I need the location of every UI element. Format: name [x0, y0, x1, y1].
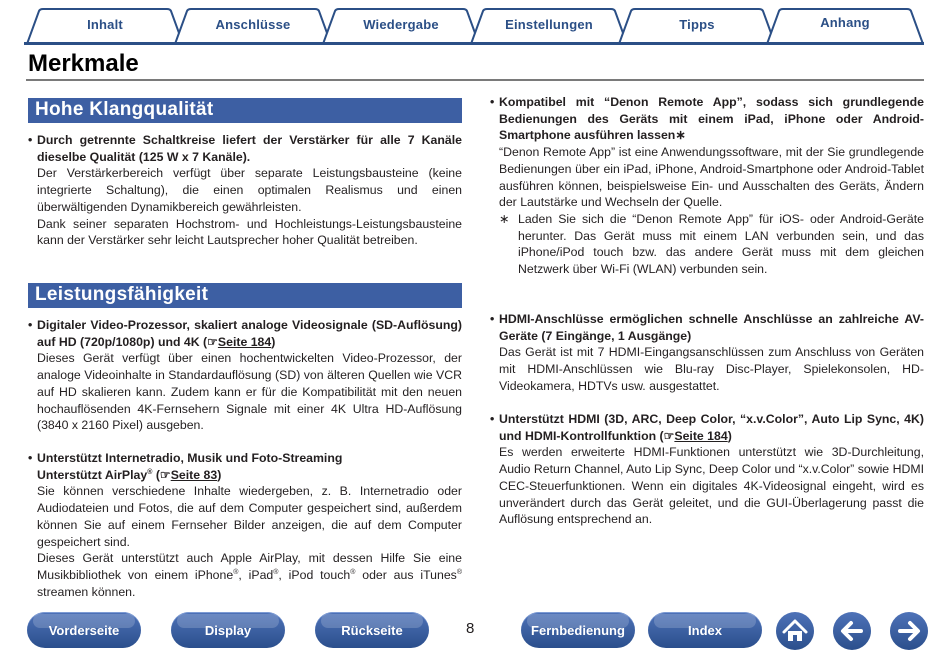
feature-body: [490, 444, 924, 528]
tab-label: Inhalt: [87, 17, 123, 32]
feature-heading: [28, 450, 462, 483]
feature-heading-text: Durch getrennte Schaltkreise liefert der Verstärker für alle 7 Kanäle dieselbe Qualität (125 W x 7 Kanäle).: [37, 133, 462, 164]
button-label: Rückseite: [341, 623, 403, 638]
tab-label: Wiedergabe: [363, 17, 439, 32]
feature-item: [28, 450, 462, 600]
bullet: •: [490, 412, 495, 426]
feature-item: [28, 317, 462, 434]
rear-panel-button[interactable]: [315, 612, 429, 648]
tab-underline: [24, 42, 924, 45]
asterisk: ∗: [499, 211, 510, 226]
top-tab-bar: [26, 8, 924, 44]
button-label: Vorderseite: [48, 623, 120, 638]
paragraph: [37, 550, 462, 600]
arrow-right-icon: [890, 612, 928, 650]
pointing-hand-icon: ☞: [207, 334, 218, 349]
feature-body: [28, 483, 462, 600]
button-label: Display: [204, 623, 252, 638]
paragraph: Der Verstärkerbereich verfügt über separate Leistungsbausteine (keine integrierte Schaltung), die einen optimalen Realismus und einen überwältigenden Dynamikbereich gewährleisten.: [37, 166, 462, 214]
display-button[interactable]: [171, 612, 285, 648]
registered-mark: ®: [350, 568, 356, 576]
page-number: 8: [466, 620, 475, 637]
page-title: Merkmale: [28, 50, 139, 77]
pointing-hand-icon: ☞: [159, 467, 171, 482]
paragraph: Dank seiner separaten Hochstrom- und Hochleistungs-Leistungsbausteine kann der Verstärker sehr leicht Lautsprecher hoher Qualität betreiben.: [37, 216, 462, 248]
bullet: •: [490, 312, 495, 326]
asterisk: ∗: [675, 128, 686, 143]
feature-heading: [490, 94, 924, 144]
page-link[interactable]: Seite 83: [170, 467, 218, 482]
feature-item: [28, 132, 462, 249]
footnote-text: Laden Sie sich die “Denon Remote App” für iOS- oder Android-Geräte herunter. Das Gerät muss mit einem LAN verbunden sein, und das iPhone/iPod touch bzw. das andere Gerät muss mit dem gleichen Netzwerk über Wi-Fi (WLAN) verbunden sein.: [518, 211, 924, 277]
feature-body: [490, 344, 924, 394]
section-heading-klangqualitaet: Hohe Klangqualität: [28, 98, 462, 123]
registered-mark: ®: [456, 568, 462, 576]
paragraph: Das Gerät ist mit 7 HDMI-Eingangsanschlüssen zum Anschluss von Geräten mit HDMI-Anschlüssen wie Blu-ray Disc-Player, Spielekonsolen, HD-Videokamera, HDTVs usw. ausgestattet.: [499, 345, 924, 393]
pointing-hand-icon: ☞: [663, 428, 675, 443]
registered-mark: ®: [233, 568, 239, 576]
feature-body: [28, 165, 462, 249]
feature-heading-text: Unterstützt HDMI (3D, ARC, Deep Color, “x.v.Color”, Auto Lip Sync, 4K) und HDMI-Kontrollfunktion (: [499, 412, 924, 443]
text: streamen können.: [37, 584, 136, 599]
feature-heading-text: Kompatibel mit “Denon Remote App”, sodass sich grundlegende Bedienungen des Geräts mit einem iPad, iPhone oder Android-Smartphone ausführen lassen: [499, 95, 924, 143]
next-page-button[interactable]: [890, 612, 928, 650]
feature-heading-text: HDMI-Anschlüsse ermöglichen schnelle Anschlüsse an zahlreiche AV-Geräte (7 Eingänge, 1 Ausgänge): [499, 312, 924, 343]
bullet: •: [28, 451, 33, 465]
feature-heading: [28, 132, 462, 165]
heading-mid: (: [152, 467, 160, 482]
index-button[interactable]: [648, 612, 762, 648]
text: oder aus iTunes: [355, 567, 457, 582]
registered-mark: ®: [273, 568, 279, 576]
previous-page-button[interactable]: [833, 612, 871, 650]
paragraph: Sie können verschiedene Inhalte wiedergeben, z. B. Internetradio oder Audiodateien und Fotos, die auf dem Computer gespeichert sind, außerdem können Sie auf einem Fernseher Bilder anzeigen, die auf dem Computer gespeichert sind.: [37, 484, 462, 549]
paragraph: Dieses Gerät verfügt über einen hochentwickelten Video-Prozessor, der analoge Videoinhalte in Standardauflösung (SD) von älteren Quellen wie VCR auf HD skalieren kann. Zudem kann er für die Kompatibilität mit den neuen hochauflösenden 4K-Fernsehern Signale mit einer 4K Ultra HD-Auflösung (3840 x 2160 Pixel) ausgeben.: [37, 351, 462, 433]
feature-heading: [490, 411, 924, 444]
home-icon: [776, 612, 814, 650]
button-label: Index: [688, 623, 722, 638]
front-panel-button[interactable]: [27, 612, 141, 648]
footnote: [490, 211, 924, 278]
paragraph: Es werden erweiterte HDMI-Funktionen unterstützt wie 3D-Durchleitung, Audio Return Channel, Auto Lip Sync, Deep Color und “x.v.Color” sowie HDMI CEC-Steuerfunktionen. Wenn ein digitales 4K-Videosignal eingeht, wird es unverändert durch das Gerät geleitet, und die GUI-Überlagerung passt die Auflösung entsprechend an.: [499, 445, 924, 527]
heading-end: ): [271, 334, 276, 349]
bullet: •: [28, 318, 33, 332]
page-link[interactable]: Seite 184: [674, 428, 728, 443]
tab-label: Einstellungen: [505, 17, 593, 32]
tab-label: Anhang: [820, 15, 870, 30]
tab-wiedergabe[interactable]: [322, 8, 480, 44]
feature-heading: [28, 317, 462, 350]
tab-tipps[interactable]: [618, 8, 776, 44]
page-link[interactable]: Seite 184: [217, 334, 272, 349]
text: Dieses Gerät unterstützt auch Apple AirPlay, mit dessen Hilfe Sie eine Musikbibliothek von einem iPhone: [37, 551, 462, 582]
bullet: •: [490, 95, 495, 109]
feature-body: [490, 144, 924, 211]
text: , iPod touch: [278, 567, 351, 582]
feature-body: [28, 350, 462, 434]
tab-anschluesse[interactable]: [174, 8, 332, 44]
feature-heading-text: Unterstützt AirPlay: [37, 467, 148, 482]
title-divider: [26, 79, 924, 81]
feature-item: [490, 411, 924, 528]
paragraph: “Denon Remote App” ist eine Anwendungssoftware, mit der Sie grundlegende Bedienungen über ein iPad, iPhone, Android-Smartphone oder Android-Tablet ausführen können, beispielsweise Ein- und Ausschalten des Geräts, Ändern der Lautstärke und Wechseln der Quelle.: [499, 145, 924, 210]
heading-end: ): [727, 428, 732, 443]
remote-control-button[interactable]: [521, 612, 635, 648]
tab-label: Anschlüsse: [215, 17, 291, 32]
text: , iPad: [238, 567, 274, 582]
feature-heading-text: Unterstützt Internetradio, Musik und Foto-Streaming: [37, 451, 343, 465]
arrow-left-icon: [833, 612, 871, 650]
feature-heading: [490, 311, 924, 344]
feature-item: [490, 311, 924, 395]
section-heading-leistungsfaehigkeit: Leistungsfähigkeit: [28, 283, 462, 308]
button-label: Fernbedienung: [531, 623, 625, 638]
heading-end: ): [217, 467, 222, 482]
registered-mark: ®: [147, 468, 153, 476]
tab-inhalt[interactable]: [26, 8, 184, 44]
feature-heading-text: Digitaler Video-Prozessor, skaliert analoge Videosignale (SD-Auflösung) auf HD (720p/1080p) und 4K (: [37, 318, 462, 349]
tab-einstellungen[interactable]: [470, 8, 628, 44]
home-button[interactable]: [776, 612, 814, 650]
tab-anhang[interactable]: [766, 8, 924, 44]
feature-item: [490, 94, 924, 278]
tab-label: Tipps: [679, 17, 715, 32]
bullet: •: [28, 133, 33, 147]
